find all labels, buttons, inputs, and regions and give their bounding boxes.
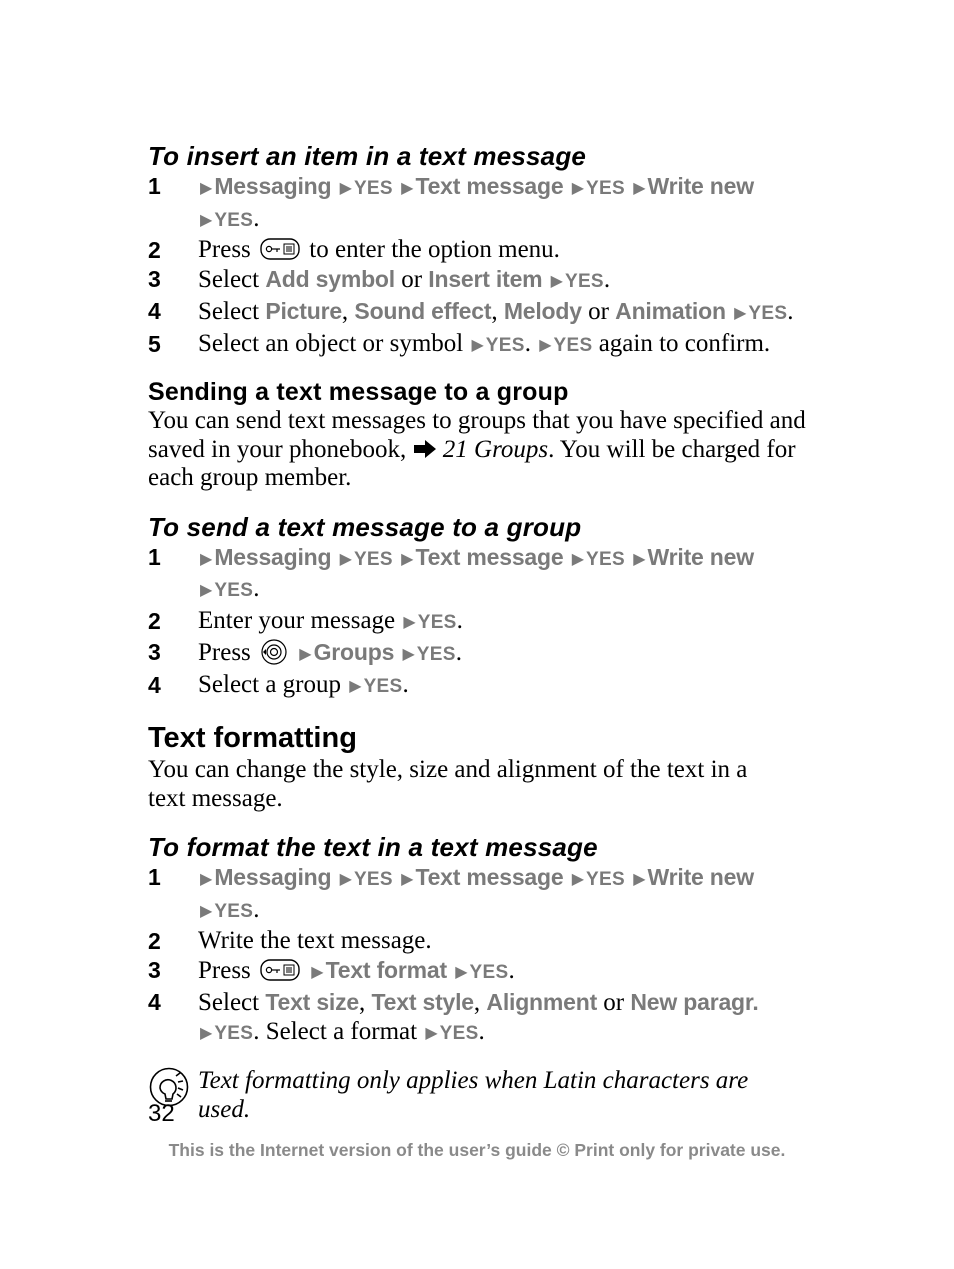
arrow-right-icon: ▶ xyxy=(299,646,312,663)
arrow-right-icon: ▶ xyxy=(311,963,324,981)
arrow-right-icon: ▶ xyxy=(571,180,585,197)
arrow-right-icon: ▶ xyxy=(200,550,213,568)
arrow-right-icon: ▶ xyxy=(200,582,213,599)
tip-note xyxy=(148,1067,828,1124)
arrow-right-icon: ▶ xyxy=(200,211,213,229)
step-number: 2 xyxy=(148,607,161,634)
arrow-right-icon: ▶ xyxy=(633,871,646,888)
footer-notice: This is the Internet version of the user’s guide © Print only for private use. xyxy=(168,1140,786,1160)
arrow-right-icon: ▶ xyxy=(339,550,352,568)
step-number: 1 xyxy=(148,864,161,890)
send-group-steps xyxy=(148,543,828,703)
option-key-icon xyxy=(260,959,300,981)
option-key-icon xyxy=(260,238,300,260)
navigation-key-icon xyxy=(260,639,288,665)
step-number: 3 xyxy=(148,265,161,292)
step-number: 1 xyxy=(148,543,161,570)
step-number: 4 xyxy=(148,298,161,324)
arrow-right-icon: ▶ xyxy=(401,871,414,888)
insert-item-steps xyxy=(148,172,828,361)
step-item: 5 Select an object or symbol ▶ YES. ▶ YES again to confirm. xyxy=(148,329,771,357)
format-text-task-heading: To format the text in a text message xyxy=(148,832,598,862)
step-item: 2 Press to enter the option menu. xyxy=(148,236,560,263)
arrow-right-icon: ▶ xyxy=(633,550,646,568)
step-item: 4 Select Picture, Sound effect, Melody or Animation ▶ YES. xyxy=(148,298,794,325)
arrow-right-icon: ▶ xyxy=(200,180,213,197)
arrow-right-icon: ▶ xyxy=(339,180,352,197)
step-number: 2 xyxy=(148,237,161,263)
arrow-right-icon: ▶ xyxy=(349,677,362,695)
step-item: 2 Enter your message ▶ YES. xyxy=(148,606,463,634)
arrow-right-icon: ▶ xyxy=(403,613,416,631)
arrow-right-icon: ▶ xyxy=(200,902,213,920)
step-item: 4 Select Text size, Text style, Alignment or New paragr. ▶ YES. Select a format ▶ YES. xyxy=(148,989,759,1045)
arrow-right-icon: ▶ xyxy=(633,180,646,197)
page-number: 32 xyxy=(148,1100,175,1127)
arrow-right-icon: ▶ xyxy=(539,336,552,354)
format-text-steps xyxy=(148,863,828,1049)
step-number: 4 xyxy=(148,989,161,1015)
arrow-right-icon: ▶ xyxy=(571,550,585,568)
arrow-right-icon: ▶ xyxy=(571,871,585,888)
insert-item-heading: To insert an item in a text message xyxy=(148,141,587,171)
step-item: 1 ▶Messaging ▶ YES ▶Text message ▶ YES ▶Write new ▶ YES. xyxy=(148,864,754,923)
step-item: 1 ▶Messaging ▶ YES ▶Text message ▶ YES ▶Write new ▶ YES. xyxy=(148,543,754,602)
arrow-right-icon: ▶ xyxy=(734,305,747,322)
text-formatting-heading: Text formatting xyxy=(148,722,357,754)
step-number: 5 xyxy=(148,330,161,357)
text-formatting-paragraph: You can change the style, size and alignment of the text in a text message. xyxy=(148,756,748,812)
arrow-right-icon: ▶ xyxy=(401,550,414,568)
reference-arrow-icon xyxy=(413,439,437,459)
step-number: 4 xyxy=(148,671,161,698)
step-item: 3 Press ▶Text format ▶ YES. xyxy=(148,956,515,984)
arrow-right-icon: ▶ xyxy=(200,1024,213,1042)
arrow-right-icon: ▶ xyxy=(425,1024,438,1042)
step-number: 3 xyxy=(148,639,161,665)
arrow-right-icon: ▶ xyxy=(550,272,563,290)
step-item: 3 Select Add symbol or Insert item ▶ YES. xyxy=(148,265,611,293)
step-number: 1 xyxy=(148,173,161,199)
step-item: 3 Press ▶Groups ▶ YES. xyxy=(148,639,462,666)
send-group-task-heading: To send a text message to a group xyxy=(148,511,582,542)
arrow-right-icon: ▶ xyxy=(402,646,415,663)
send-group-heading: Sending a text message to a group xyxy=(148,378,569,406)
step-number: 3 xyxy=(148,956,161,983)
arrow-right-icon: ▶ xyxy=(339,871,352,888)
arrow-right-icon: ▶ xyxy=(401,180,414,197)
arrow-right-icon: ▶ xyxy=(200,871,213,888)
tip-text: Text formatting only applies when Latin characters are used. xyxy=(198,1067,749,1123)
step-item: 2 Write the text message. xyxy=(148,927,432,954)
step-item: 4 Select a group ▶ YES. xyxy=(148,670,409,698)
arrow-right-icon: ▶ xyxy=(455,963,468,981)
step-item: 1 ▶Messaging ▶ YES ▶Text message ▶ YES ▶Write new ▶ YES. xyxy=(148,173,754,232)
manual-page xyxy=(148,140,828,1124)
arrow-right-icon: ▶ xyxy=(471,336,484,354)
send-group-paragraph: You can send text messages to groups that you have specified and saved in your phonebook, 21 Groups. You will be charged for each group member. xyxy=(148,407,806,491)
step-number: 2 xyxy=(148,928,161,954)
